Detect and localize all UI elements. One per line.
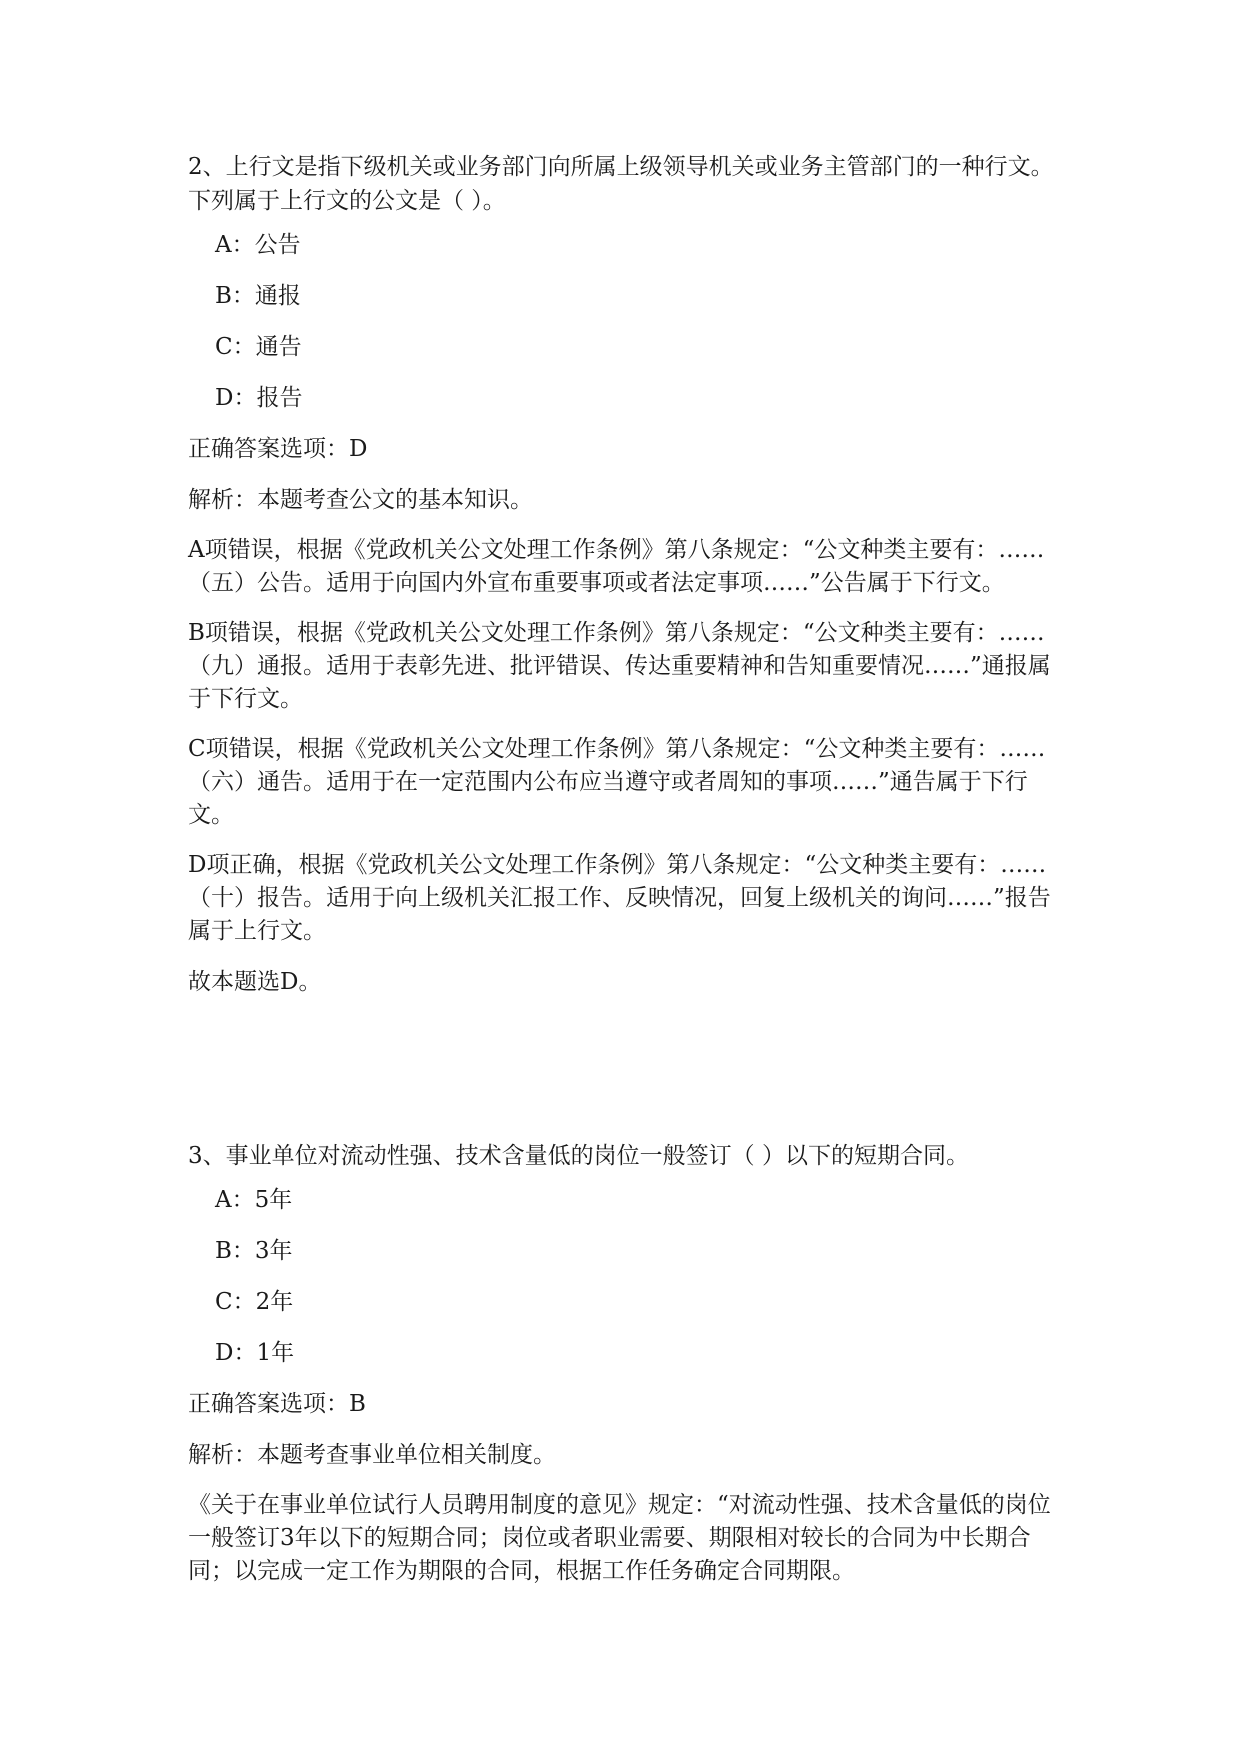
question-3-block: [188, 1139, 1068, 1605]
question-2-answer: 正确答案选项：D: [188, 436, 368, 462]
question-3-option-b: B：3年: [215, 1238, 293, 1264]
question-2-analysis-intro: 解析：本题考查公文的基本知识。: [188, 487, 533, 513]
question-3-answer: 正确答案选项：B: [188, 1391, 366, 1417]
question-3-analysis-paragraph: 《关于在事业单位试行人员聘用制度的意见》规定：“对流动性强、技术含量低的岗位一般签订3年以下的短期合同；岗位或者职业需要、期限相对较长的合同为中长期合同；以完成一定工作为期限的合同，根据工作任务确定合同期限。: [188, 1492, 1051, 1584]
question-2-option-c: C：通告: [215, 334, 302, 360]
question-2-analysis-a: A项错误，根据《党政机关公文处理工作条例》第八条规定：“公文种类主要有：……（五）公告。适用于向国内外宣布重要事项或者法定事项……”公告属于下行文。: [188, 537, 1045, 596]
question-2-block: [188, 150, 1068, 1016]
question-2-option-a: A：公告: [215, 232, 301, 258]
question-2-analysis-d: D项正确，根据《党政机关公文处理工作条例》第八条规定：“公文种类主要有：……（十）报告。适用于向上级机关汇报工作、反映情况，回复上级机关的询问……”报告属于上行文。: [188, 852, 1051, 944]
question-3-option-d: D：1年: [215, 1340, 295, 1366]
question-2-analysis-c: C项错误，根据《党政机关公文处理工作条例》第八条规定：“公文种类主要有：……（六）通告。适用于在一定范围内公布应当遵守或者周知的事项……”通告属于下行文。: [188, 736, 1046, 828]
question-2-option-d: D：报告: [215, 385, 303, 411]
question-3-stem: 3、事业单位对流动性强、技术含量低的岗位一般签订（ ）以下的短期合同。: [188, 1143, 969, 1169]
question-3-option-c: C：2年: [215, 1289, 294, 1315]
question-3-options: [188, 1183, 1068, 1370]
question-2-options: [188, 228, 1068, 415]
question-3-option-a: A：5年: [215, 1187, 293, 1213]
question-2-stem: 2、上行文是指下级机关或业务部门向所属上级领导机关或业务主管部门的一种行文。下列属于上行文的公文是（ ）。: [188, 154, 1054, 214]
question-2-conclusion: 故本题选D。: [188, 969, 322, 995]
question-3-analysis-intro: 解析：本题考查事业单位相关制度。: [188, 1442, 556, 1468]
question-2-analysis-b: B项错误，根据《党政机关公文处理工作条例》第八条规定：“公文种类主要有：……（九）通报。适用于表彰先进、批评错误、传达重要精神和告知重要情况……”通报属于下行文。: [188, 620, 1051, 712]
question-2-option-b: B：通报: [215, 283, 301, 309]
